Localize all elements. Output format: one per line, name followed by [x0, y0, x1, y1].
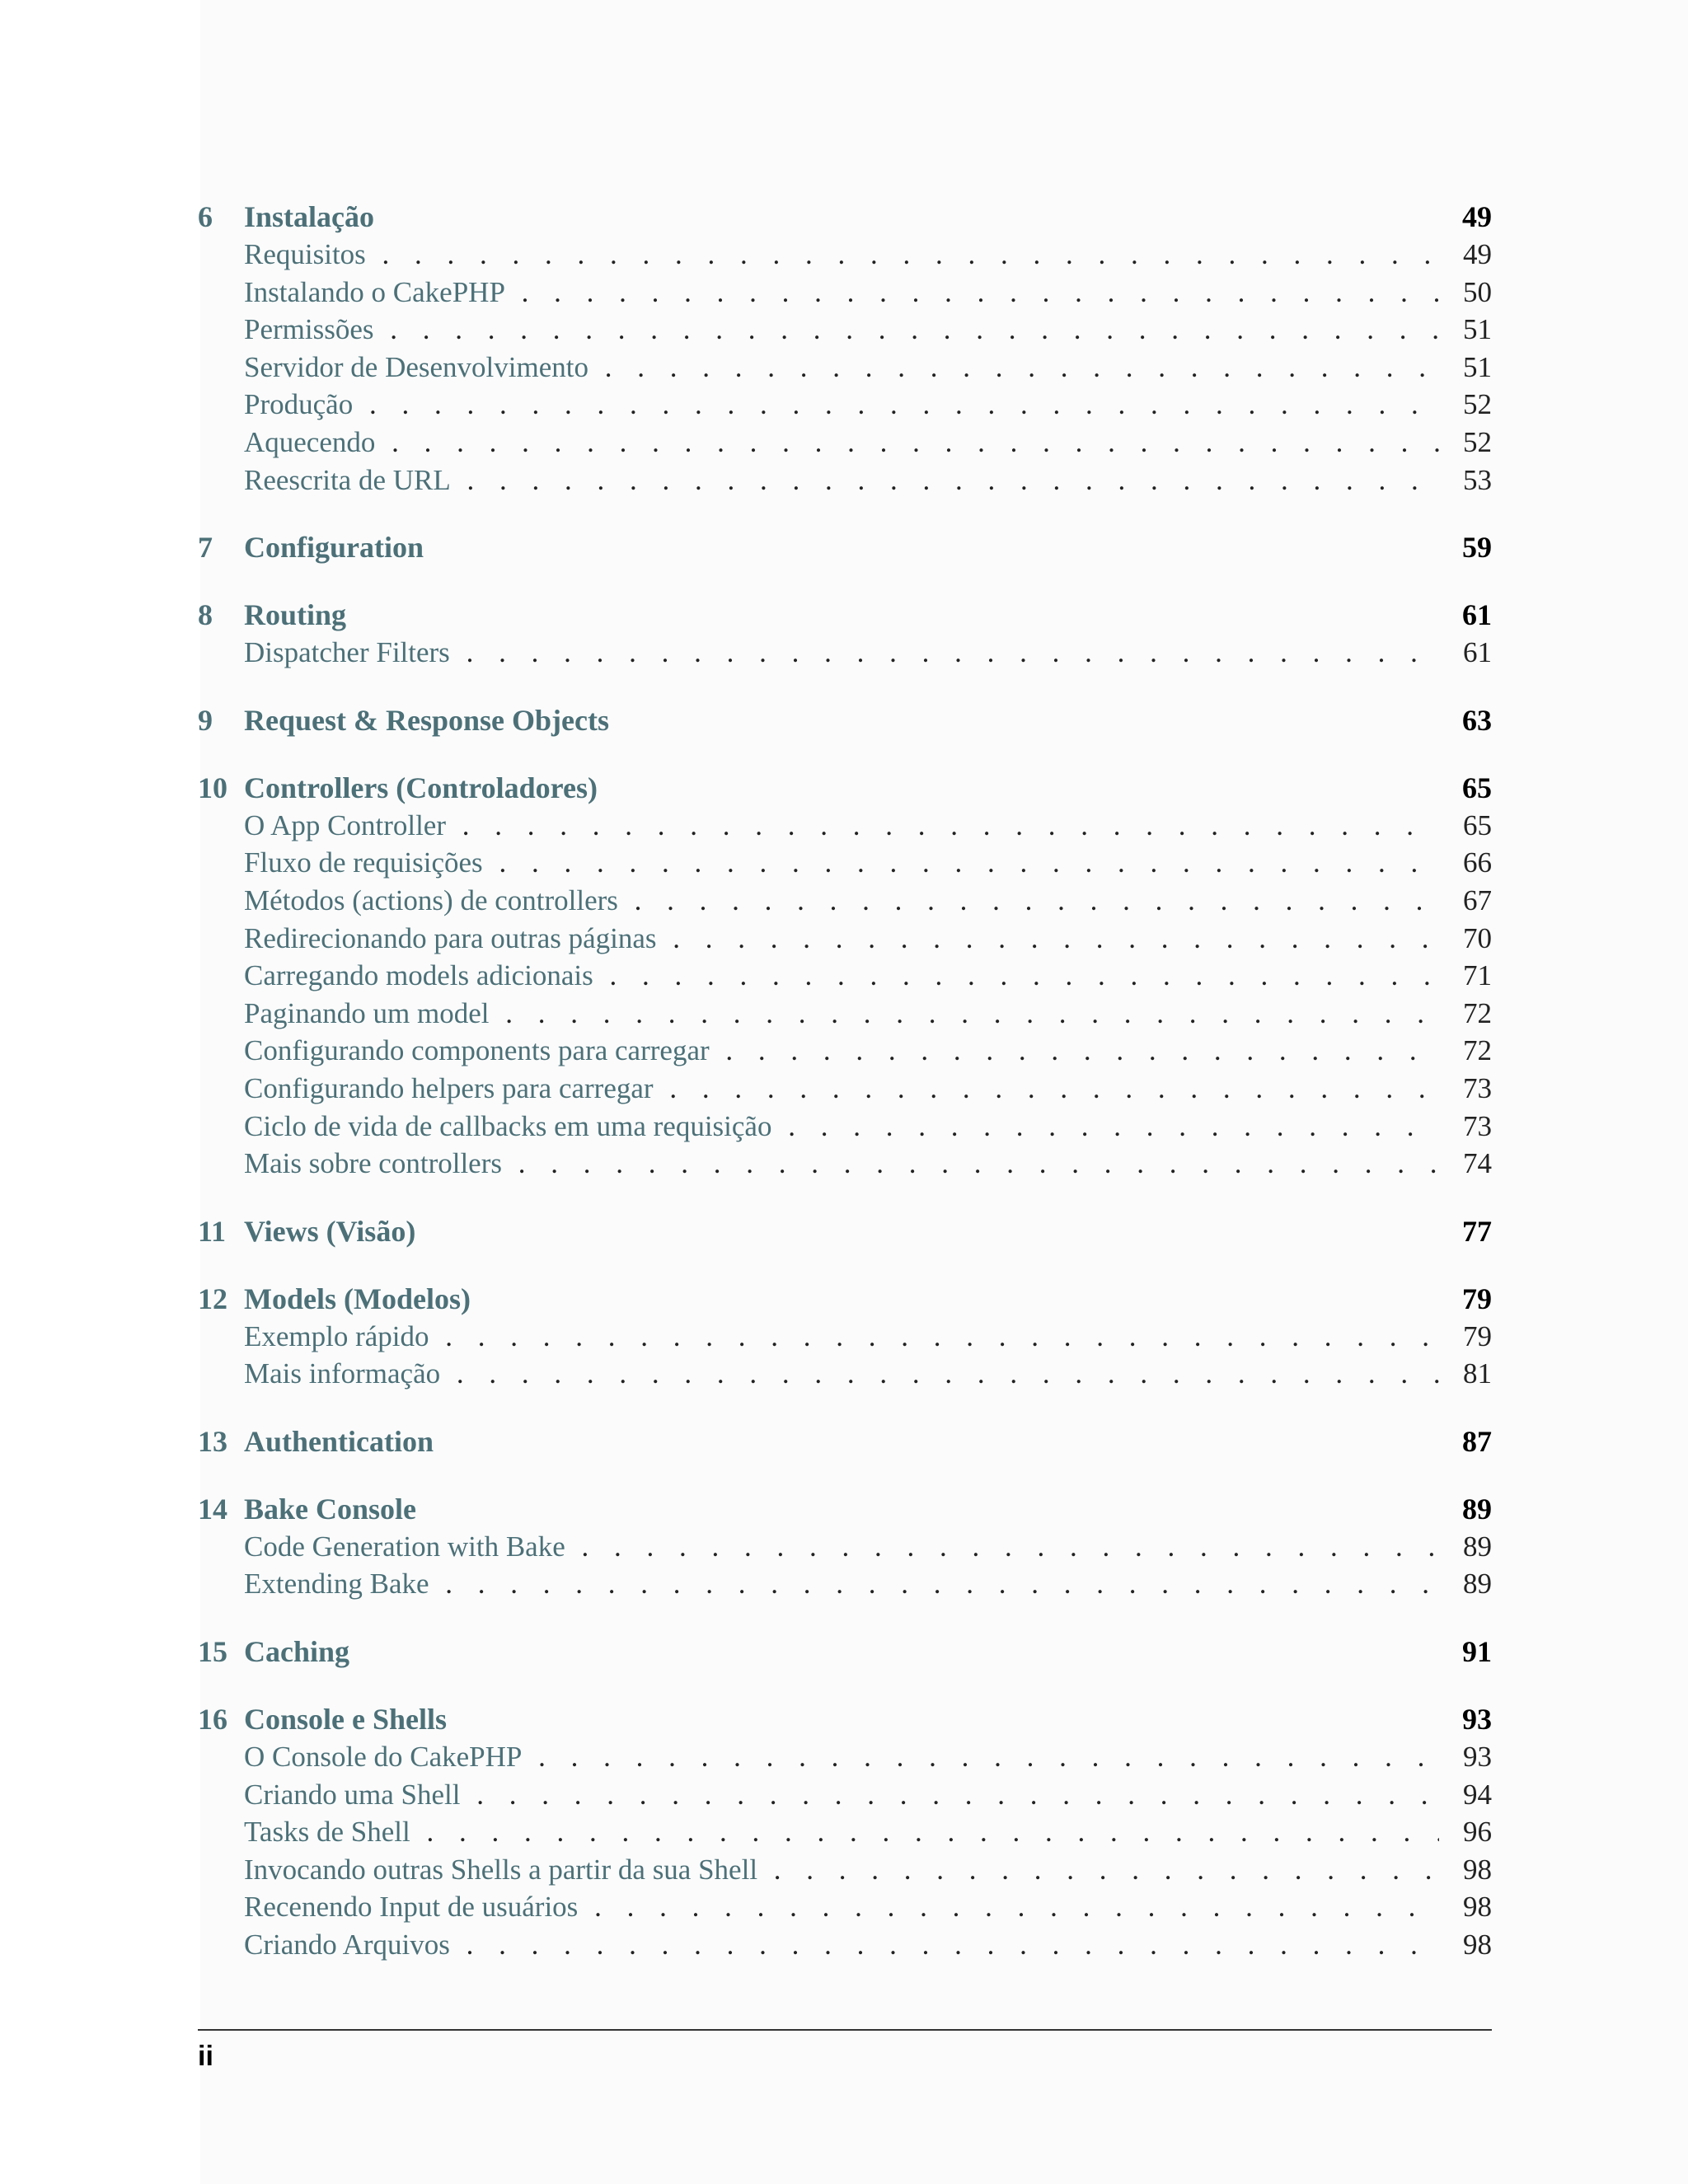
toc-section[interactable] — [198, 1926, 1492, 1964]
chapter-number: 16 — [198, 1703, 227, 1736]
section-page: 70 — [1463, 921, 1492, 954]
spacer — [198, 1250, 1492, 1280]
toc-section[interactable] — [198, 1108, 1492, 1146]
chapter-title[interactable]: Console e Shells — [244, 1703, 448, 1736]
chapter-page: 79 — [1462, 1282, 1492, 1315]
toc-chapter-13[interactable] — [198, 1422, 1492, 1460]
footer-page-number: ii — [198, 2041, 213, 2072]
chapter-title[interactable]: Configuration — [244, 531, 424, 565]
spacer — [198, 1603, 1492, 1633]
section-title[interactable]: O Console do CakePHP . . . — [244, 1738, 1439, 1776]
section-page: 49 — [1463, 238, 1492, 270]
toc-section[interactable] — [198, 1738, 1492, 1776]
section-page: 89 — [1463, 1568, 1492, 1601]
section-title[interactable]: Paginando um model . . . — [244, 995, 1439, 1033]
spacer — [198, 499, 1492, 528]
section-page: 72 — [1463, 996, 1492, 1029]
toc-chapter-10[interactable] — [198, 769, 1492, 807]
section-title[interactable]: Métodos (actions) de controllers . . . — [244, 882, 1439, 920]
toc-section[interactable] — [198, 1565, 1492, 1603]
toc-chapter-16[interactable] — [198, 1700, 1492, 1738]
toc-section[interactable] — [198, 386, 1492, 424]
toc-section[interactable] — [198, 1888, 1492, 1926]
chapter-title[interactable]: Authentication — [244, 1424, 434, 1458]
chapter-title[interactable]: Request & Response Objects — [244, 703, 609, 737]
toc-section[interactable] — [198, 1032, 1492, 1070]
section-title[interactable]: Requisitos . . . — [244, 236, 1439, 274]
section-title[interactable]: Recenendo Input de usuários . . . — [244, 1888, 1439, 1926]
toc-section[interactable] — [198, 349, 1492, 387]
chapter-title[interactable]: Bake Console — [244, 1492, 417, 1526]
toc-chapter-12[interactable] — [198, 1280, 1492, 1318]
chapter-number: 11 — [198, 1214, 227, 1248]
chapter-page: 77 — [1462, 1214, 1492, 1248]
chapter-number: 12 — [198, 1282, 227, 1315]
toc-section[interactable] — [198, 882, 1492, 920]
section-page: 65 — [1463, 808, 1492, 841]
section-title[interactable]: Reescrita de URL . . . — [244, 462, 1439, 499]
section-page: 71 — [1463, 959, 1492, 992]
toc-section[interactable] — [198, 844, 1492, 882]
chapter-page: 93 — [1462, 1703, 1492, 1736]
spacer — [198, 739, 1492, 769]
toc-chapter-9[interactable] — [198, 701, 1492, 739]
toc-section[interactable] — [198, 995, 1492, 1033]
section-page: 51 — [1463, 350, 1492, 383]
toc-section[interactable] — [198, 807, 1492, 845]
section-page: 98 — [1463, 1929, 1492, 1961]
chapter-page: 91 — [1462, 1635, 1492, 1669]
chapter-title[interactable]: Views (Visão) — [244, 1214, 416, 1248]
section-page: 52 — [1463, 388, 1492, 421]
section-title[interactable]: Configurando components para carregar . . . — [244, 1032, 1439, 1070]
section-title[interactable]: Produção . . . — [244, 386, 1439, 424]
section-page: 98 — [1463, 1853, 1492, 1886]
toc-section[interactable] — [198, 1070, 1492, 1108]
section-title[interactable]: Code Generation with Bake . . . — [244, 1528, 1439, 1566]
chapter-number: 6 — [198, 200, 213, 233]
section-title[interactable]: Redirecionando para outras páginas . . . — [244, 920, 1439, 958]
spacer — [198, 1393, 1492, 1422]
section-title[interactable]: Criando uma Shell . . . — [244, 1776, 1439, 1814]
section-page: 72 — [1463, 1034, 1492, 1067]
toc-chapter-6[interactable] — [198, 198, 1492, 236]
section-page: 81 — [1463, 1357, 1492, 1390]
chapter-page: 87 — [1462, 1424, 1492, 1458]
toc-section[interactable] — [198, 1851, 1492, 1889]
section-page: 73 — [1463, 1071, 1492, 1104]
toc-section[interactable] — [198, 920, 1492, 958]
section-title[interactable]: Servidor de Desenvolvimento . . . — [244, 349, 1439, 387]
section-page: 94 — [1463, 1778, 1492, 1811]
section-page: 98 — [1463, 1891, 1492, 1924]
chapter-page: 61 — [1462, 598, 1492, 632]
chapter-title[interactable]: Instalação — [244, 200, 375, 233]
section-title[interactable]: Carregando models adicionais . . . — [244, 957, 1439, 995]
toc-chapter-8[interactable] — [198, 596, 1492, 634]
chapter-page: 49 — [1462, 200, 1492, 233]
chapter-title[interactable]: Models (Modelos) — [244, 1282, 471, 1315]
section-page: 74 — [1463, 1147, 1492, 1180]
chapter-number: 10 — [198, 771, 227, 804]
chapter-number: 15 — [198, 1635, 227, 1669]
section-title[interactable]: Aquecendo . . . — [244, 424, 1439, 462]
section-title[interactable]: Dispatcher Filters . . . — [244, 634, 1439, 672]
toc-section[interactable] — [198, 634, 1492, 672]
chapter-title[interactable]: Controllers (Controladores) — [244, 771, 598, 804]
chapter-number: 14 — [198, 1492, 227, 1526]
section-title[interactable]: Criando Arquivos . . . — [244, 1926, 1439, 1964]
spacer — [198, 566, 1492, 596]
section-page: 79 — [1463, 1319, 1492, 1352]
section-title[interactable]: Tasks de Shell . . . — [244, 1813, 1439, 1851]
toc-section[interactable] — [198, 462, 1492, 499]
section-title[interactable]: Instalando o CakePHP . . . — [244, 274, 1439, 312]
section-title[interactable]: Configurando helpers para carregar . . . — [244, 1070, 1439, 1108]
toc-chapter-7[interactable] — [198, 528, 1492, 566]
section-title[interactable]: Extending Bake . . . — [244, 1565, 1439, 1603]
chapter-page: 63 — [1462, 703, 1492, 737]
chapter-title[interactable]: Caching — [244, 1635, 350, 1669]
toc-chapter-11[interactable] — [198, 1212, 1492, 1250]
toc-chapter-15[interactable] — [198, 1633, 1492, 1671]
chapter-page: 59 — [1462, 531, 1492, 565]
section-title[interactable]: Fluxo de requisições . . . — [244, 844, 1439, 882]
section-page: 67 — [1463, 883, 1492, 916]
chapter-page: 89 — [1462, 1492, 1492, 1526]
section-title[interactable]: Mais informação . . . — [244, 1355, 1439, 1393]
section-page: 53 — [1463, 463, 1492, 496]
toc-section[interactable] — [198, 1355, 1492, 1393]
section-title[interactable]: Exemplo rápido . . . — [244, 1318, 1439, 1356]
toc-section[interactable] — [198, 1145, 1492, 1183]
toc-section[interactable] — [198, 1776, 1492, 1814]
chapter-number: 8 — [198, 598, 213, 632]
section-page: 96 — [1463, 1816, 1492, 1849]
toc-chapter-14[interactable] — [198, 1490, 1492, 1528]
section-page: 73 — [1463, 1109, 1492, 1142]
toc-section[interactable] — [198, 236, 1492, 274]
toc-section[interactable] — [198, 424, 1492, 462]
section-page: 93 — [1463, 1741, 1492, 1774]
table-of-contents — [198, 198, 1492, 1964]
spacer — [198, 1183, 1492, 1212]
footer-divider — [198, 2029, 1492, 2031]
chapter-number: 13 — [198, 1424, 227, 1458]
section-title[interactable]: Invocando outras Shells a partir da sua Shell . . . — [244, 1851, 1439, 1889]
chapter-number: 9 — [198, 703, 213, 737]
section-title[interactable]: Ciclo de vida de callbacks em uma requisição . . . — [244, 1108, 1439, 1146]
toc-section[interactable] — [198, 1528, 1492, 1566]
toc-section[interactable] — [198, 1813, 1492, 1851]
section-title[interactable]: Mais sobre controllers . . . — [244, 1145, 1439, 1183]
section-title[interactable]: Permissões . . . — [244, 311, 1439, 349]
section-page: 61 — [1463, 636, 1492, 669]
chapter-page: 65 — [1462, 771, 1492, 804]
section-page: 89 — [1463, 1530, 1492, 1563]
section-page: 50 — [1463, 275, 1492, 308]
chapter-title[interactable]: Routing — [244, 598, 347, 632]
toc-section[interactable] — [198, 274, 1492, 312]
chapter-number: 7 — [198, 531, 213, 565]
section-page: 52 — [1463, 425, 1492, 458]
section-title[interactable]: O App Controller . . . — [244, 807, 1439, 845]
spacer — [198, 1460, 1492, 1490]
toc-section[interactable] — [198, 957, 1492, 995]
toc-section[interactable] — [198, 311, 1492, 349]
spacer — [198, 672, 1492, 701]
toc-section[interactable] — [198, 1318, 1492, 1356]
section-page: 51 — [1463, 313, 1492, 346]
spacer — [198, 1671, 1492, 1700]
section-page: 66 — [1463, 846, 1492, 879]
